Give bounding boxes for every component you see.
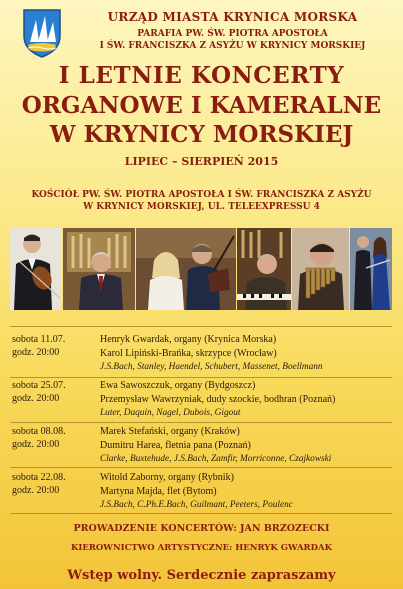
city-crest-icon xyxy=(22,8,62,58)
repertoire: J.S.Bach, C.Ph.E.Bach, Guilmant, Peeters, Poulenc xyxy=(100,500,293,510)
repertoire: J.S.Bach, Stanley, Haendel, Schubert, Massenet, Boellmann xyxy=(100,362,323,372)
performer-2: Karol Lipiński-Brańka, skrzypce (Wrocław) xyxy=(100,348,277,359)
photo-duo-bagpipes xyxy=(136,228,236,310)
festival-dates: LIPIEC – SIERPIEŃ 2015 xyxy=(124,155,279,168)
repertoire: Luter, Daquin, Nagel, Dubois, Gigout xyxy=(100,408,241,418)
performer-1: Witold Zaborny, organy (Rybnik) xyxy=(100,472,234,483)
welcome-message: Wstęp wolny. Serdecznie zapraszamy xyxy=(67,568,336,583)
photo-organist-2 xyxy=(237,228,291,310)
host-credit: PROWADZENIE KONCERTÓW: JAN BRZOZECKI xyxy=(73,523,330,534)
divider xyxy=(10,326,392,327)
artistic-director-credit: KIEROWNICTWO ARTYSTYCZNE: HENRYK GWARDAK xyxy=(71,543,332,553)
photo-pan-flute xyxy=(292,228,349,310)
concert-date: sobota 22.08. xyxy=(12,472,66,483)
performer-2: Dumitru Harea, fletnia pana (Poznań) xyxy=(100,440,251,451)
concert-time: godz. 20:00 xyxy=(12,485,60,496)
poster-title-line-2: ORGANOWE I KAMERALNE xyxy=(21,92,382,119)
venue-line-2: W KRYNICY MORSKIEJ, UL. TELEEXPRESSU 4 xyxy=(83,202,320,212)
concert-time: godz. 20:00 xyxy=(12,439,60,450)
concert-date: sobota 11.07. xyxy=(12,334,66,345)
concert-date: sobota 25.07. xyxy=(12,380,66,391)
performer-1: Marek Stefański, organy (Kraków) xyxy=(100,426,240,437)
parish-line-2: I ŚW. FRANCISZKA Z ASYŻU W KRYNICY MORSKIEJ xyxy=(99,41,366,51)
concert-date: sobota 08.08. xyxy=(12,426,66,437)
performer-2: Martyna Majda, flet (Bytom) xyxy=(100,486,217,497)
photo-violinist xyxy=(10,228,62,310)
performer-1: Ewa Sawoszczuk, organy (Bydgoszcz) xyxy=(100,380,256,391)
city-office-name: URZĄD MIASTA KRYNICA MORSKA xyxy=(107,10,358,24)
divider xyxy=(10,377,392,378)
repertoire: Clarke, Buxtehude, J.S.Bach, Zamfir, Morriconne, Czajkowski xyxy=(100,454,332,464)
concert-time: godz. 20:00 xyxy=(12,393,60,404)
photo-duo-flute xyxy=(350,228,392,310)
divider xyxy=(10,513,392,514)
parish-line-1: PARAFIA PW. ŚW. PIOTRA APOSTOŁA xyxy=(137,29,328,39)
concert-time: godz. 20:00 xyxy=(12,347,60,358)
performer-2: Przemysław Wawrzyniak, dudy szockie, bodhran (Poznań) xyxy=(100,394,336,405)
venue-line-1: KOŚCIÓŁ PW. ŚW. PIOTRA APOSTOŁA I ŚW. FRANCISZKA Z ASYŻU xyxy=(31,190,372,200)
performer-1: Henryk Gwardak, organy (Krynica Morska) xyxy=(100,334,277,345)
divider xyxy=(10,467,392,468)
divider xyxy=(10,422,392,423)
photo-organist-1 xyxy=(63,228,135,310)
poster-title-line-3: W KRYNICY MORSKIEJ xyxy=(49,121,354,148)
poster-title-line-1: I LETNIE KONCERTY xyxy=(58,62,345,89)
